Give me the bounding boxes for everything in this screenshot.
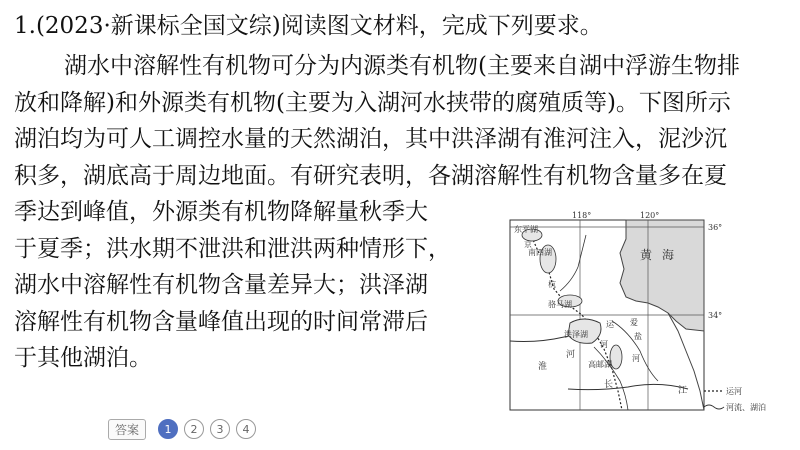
label-jiang: 江 <box>678 386 688 396</box>
legend-river-symbol <box>704 405 724 409</box>
answer-button[interactable]: 答案 <box>108 419 146 440</box>
label-nansi: 南四湖 <box>528 248 552 257</box>
body-line: 湖水中溶解性有机物含量差异大；洪泽湖 <box>14 272 428 298</box>
body-line: 放和降解)和外源类有机物(主要为入湖河水挟带的腐殖质等)。下图所示 <box>14 89 731 116</box>
label-luoma: 骆马湖 <box>548 300 572 309</box>
label-dongping: 东平湖 <box>514 225 538 234</box>
body-line: 湖水中溶解性有机物可分为内源类有机物(主要来自湖中浮游生物排 <box>64 53 740 79</box>
answer-pagination <box>108 418 256 440</box>
body-line: 湖泊均为可人工调控水量的天然湖泊，其中洪泽湖有淮河注入，泥沙沉 <box>14 126 727 152</box>
label-huai: 淮 <box>538 362 548 372</box>
lake-region-map <box>508 211 792 421</box>
legend-canal-label: 运河 <box>726 387 742 396</box>
body-line: 季达到峰值，外源类有机物降解量秋季大 <box>14 199 428 225</box>
label-hai: 海 <box>662 248 675 262</box>
label-he3: 河 <box>632 354 640 363</box>
label-yan: 盐 <box>634 332 642 341</box>
lat-label-36: 36° <box>708 223 723 232</box>
page-button-4[interactable]: 4 <box>236 419 256 439</box>
body-line: 于其他湖泊。 <box>14 345 152 371</box>
label-he: 河 <box>566 350 576 360</box>
label-he2: 河 <box>600 340 608 349</box>
lon-label-118: 118° <box>572 211 592 220</box>
label-chang: 长 <box>604 380 614 390</box>
label-huang: 黄 <box>640 248 653 262</box>
label-gaoyou: 高邮湖 <box>588 360 612 369</box>
label-hongze: 洪泽湖 <box>564 330 588 339</box>
body-line: 于夏季；洪水期不泄洪和泄洪两种情形下， <box>14 235 451 262</box>
page-button-2[interactable]: 2 <box>184 419 204 439</box>
label-jing: 京 <box>524 240 532 249</box>
lat-label-34: 34° <box>708 311 723 320</box>
lon-label-120: 120° <box>640 211 660 220</box>
body-line: 溶解性有机物含量峰值出现的时间常滞后 <box>14 308 428 335</box>
page-button-1[interactable]: 1 <box>158 419 178 439</box>
page-button-3[interactable]: 3 <box>210 419 230 439</box>
label-hang: 杭 <box>548 280 556 289</box>
body-line: 积多，湖底高于周边地面。有研究表明，各湖溶解性有机物含量多在夏 <box>14 162 727 189</box>
label-yun: 运 <box>606 320 614 329</box>
map-svg <box>508 211 792 421</box>
legend-river-label: 河流、湖泊 <box>726 403 766 412</box>
question-header: 1.(2023·新课标全国文综)阅读图文材料，完成下列要求。 <box>14 13 603 39</box>
label-ai: 爱 <box>630 318 638 327</box>
